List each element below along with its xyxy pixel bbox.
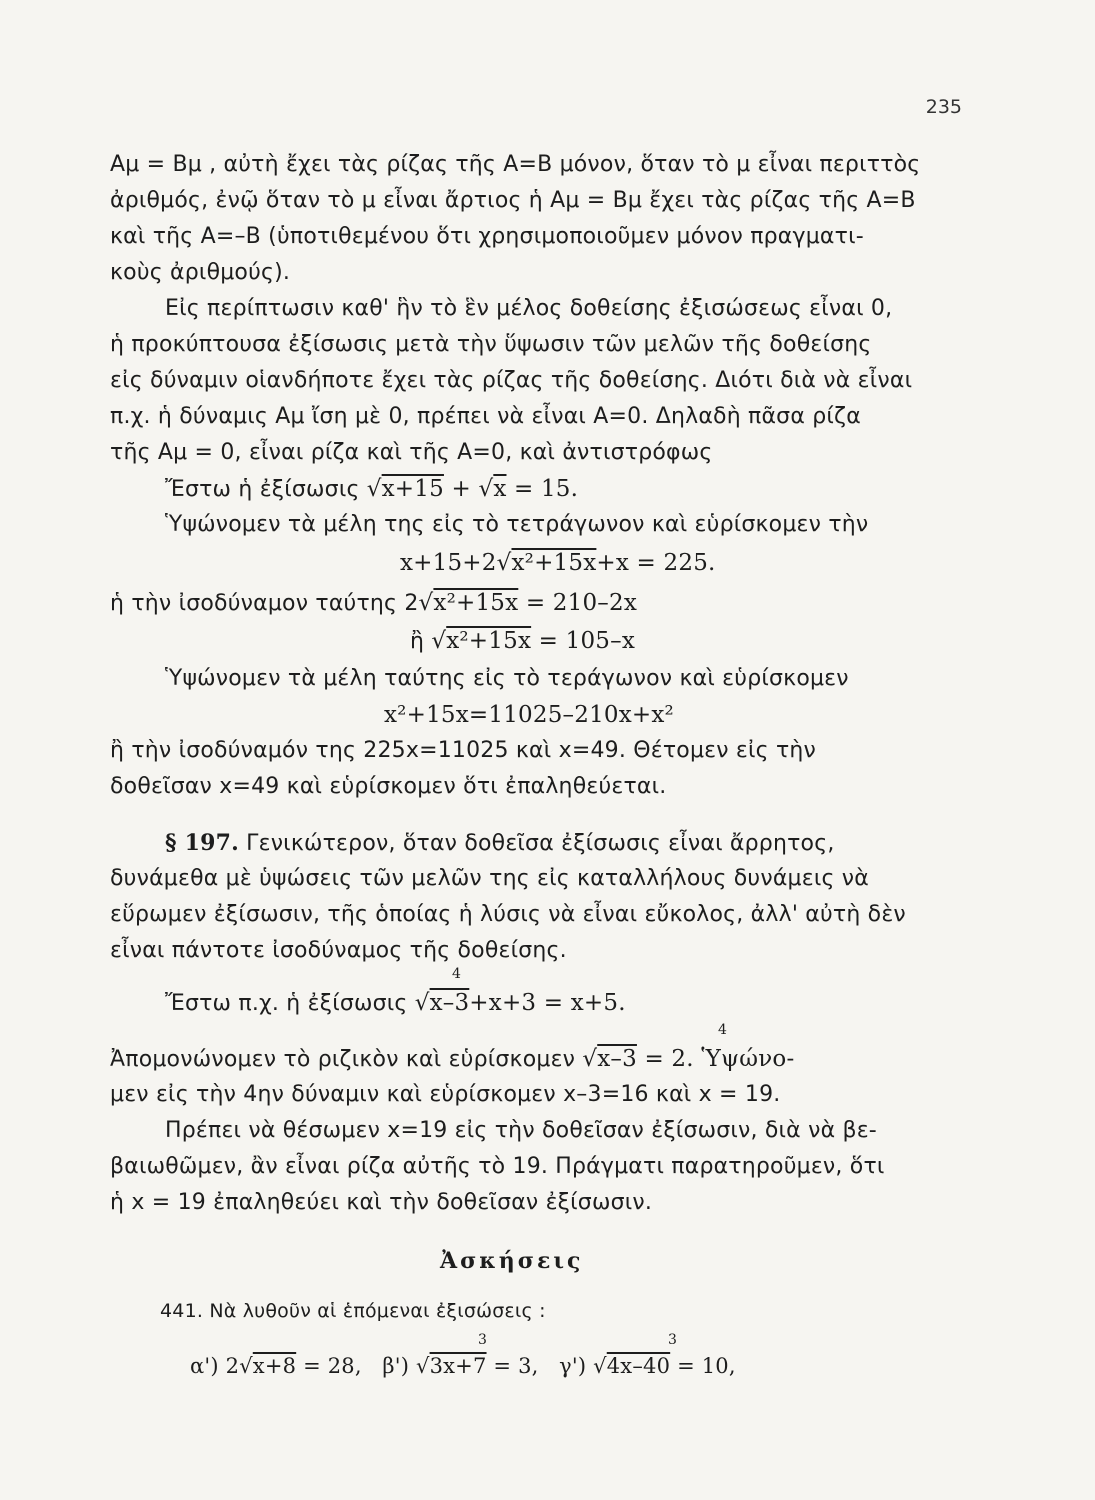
text-line: Ὑψώνομεν τὰ μέλη ταύτης εἰς τὸ τεράγωνον καὶ εὑρίσκομεν bbox=[165, 666, 849, 691]
exercise-a: α') 2√x+8 = 28, bbox=[190, 1354, 362, 1378]
text-line: κοὺς ἀριθμούς). bbox=[110, 260, 291, 285]
text-line: βαιωθῶμεν, ἂν εἶναι ρίζα αὐτῆς τὸ 19. Πράγματι παρατηροῦμεν, ὅτι bbox=[110, 1154, 885, 1179]
equation-line: Ἔστω π.χ. ἡ ἐξίσωσις √x–3+x+3 = x+5. bbox=[165, 990, 626, 1016]
text-line: δοθεῖσαν x=49 καὶ εὑρίσκομεν ὅτι ἐπαληθεύεται. bbox=[110, 774, 667, 799]
equation-line bbox=[165, 476, 578, 502]
equation: x+15+2√x²+15x+x = 225. bbox=[400, 550, 716, 576]
text-line: Ὑψώνομεν τὰ μέλη της εἰς τὸ τετράγωνον καὶ εὑρίσκομεν τὴν bbox=[165, 512, 869, 537]
root-index: 4 bbox=[452, 966, 461, 982]
text-line: ἀριθμός, ἐνῷ ὅταν τὸ μ εἶναι ἄρτιος ἡ Aμ = Bμ ἔχει τὰς ρίζας τῆς A=B bbox=[110, 188, 916, 213]
section-197-line: § 197. Γενικώτερον, ὅταν δοθεῖσα ἐξίσωσις εἶναι ἄρρητος, bbox=[165, 830, 835, 856]
exercise-intro: 441. Νὰ λυθοῦν αἱ ἑπόμεναι ἐξισώσεις : bbox=[160, 1300, 546, 1322]
text-line: π.χ. ἡ δύναμις Aμ ἴση μὲ 0, πρέπει νὰ εἶναι A=0. Δηλαδὴ πᾶσα ρίζα bbox=[110, 404, 861, 429]
text-line: Πρέπει νὰ θέσωμεν x=19 εἰς τὴν δοθεῖσαν ἐξίσωσιν, διὰ νὰ βε- bbox=[165, 1118, 877, 1143]
root-index: 4 bbox=[718, 1022, 727, 1038]
text-line: μεν εἰς τὴν 4ην δύναμιν καὶ εὑρίσκομεν x–3=16 καὶ x = 19. bbox=[110, 1082, 781, 1107]
text-line: ἢ τὴν ἰσοδύναμόν της 225x=11025 καὶ x=49. Θέτομεν εἰς τὴν bbox=[110, 738, 817, 763]
exercises-heading: Ἀσκήσεις bbox=[440, 1248, 584, 1274]
text-line: ἡ x = 19 ἐπαληθεύει καὶ τὴν δοθεῖσαν ἐξίσωσιν. bbox=[110, 1190, 653, 1215]
exercise-c: γ') √4x–40 = 10, bbox=[559, 1354, 736, 1378]
text-line: καὶ τῆς A=–B (ὑποτιθεμένου ὅτι χρησιμοποιοῦμεν μόνον πραγματι- bbox=[110, 224, 864, 249]
equation: x²+15x=11025–210x+x² bbox=[384, 702, 674, 728]
text-line: εἰς δύναμιν οἱανδήποτε ἔχει τὰς ρίζας τῆς δοθείσης. Διότι διὰ νὰ εἶναι bbox=[110, 368, 913, 393]
root-index: 3 bbox=[478, 1332, 487, 1348]
equation-line: ἢ √x²+15x = 105–x bbox=[410, 628, 635, 654]
root-index: 3 bbox=[668, 1332, 677, 1348]
equation: √x+15 + √x = 15. bbox=[366, 476, 579, 502]
text-line: εἶναι πάντοτε ἰσοδύναμος τῆς δοθείσης. bbox=[110, 938, 567, 963]
text-line: ἡ προκύπτουσα ἐξίσωσις μετὰ τὴν ὕψωσιν τῶν μελῶν τῆς δοθείσης bbox=[110, 332, 872, 357]
text-line: εὕρωμεν ἐξίσωσιν, τῆς ὁποίας ἡ λύσις νὰ εἶναι εὔκολος, ἀλλ' αὐτὴ δὲν bbox=[110, 902, 906, 927]
page-number: 235 bbox=[925, 96, 962, 118]
exercise-b: β') √3x+7 = 3, bbox=[382, 1354, 539, 1378]
text-line: Aμ = Bμ , αὐτὴ ἔχει τὰς ρίζας τῆς A=B μόνον, ὅταν τὸ μ εἶναι περιττὸς bbox=[110, 152, 921, 177]
exercise-equations bbox=[190, 1354, 736, 1378]
text-line: τῆς Aμ = 0, εἶναι ρίζα καὶ τῆς A=0, καὶ ἀντιστρόφως bbox=[110, 440, 713, 465]
section-number: § 197. bbox=[165, 830, 239, 856]
text-line: δυνάμεθα μὲ ὑψώσεις τῶν μελῶν της εἰς καταλλήλους δυνάμεις νὰ bbox=[110, 866, 869, 891]
text-line: Εἰς περίπτωσιν καθ' ἣν τὸ ἓν μέλος δοθείσης ἐξισώσεως εἶναι 0, bbox=[165, 296, 893, 321]
equation-line: ἡ τὴν ἰσοδύναμον ταύτης 2√x²+15x = 210–2x bbox=[110, 590, 638, 616]
equation-intro: Ἔστω ἡ ἐξίσωσις bbox=[165, 477, 360, 502]
equation-line: Ἀπομονώνομεν τὸ ριζικὸν καὶ εὑρίσκομεν √x–3 = 2. Ὑψώνο- bbox=[110, 1046, 795, 1072]
